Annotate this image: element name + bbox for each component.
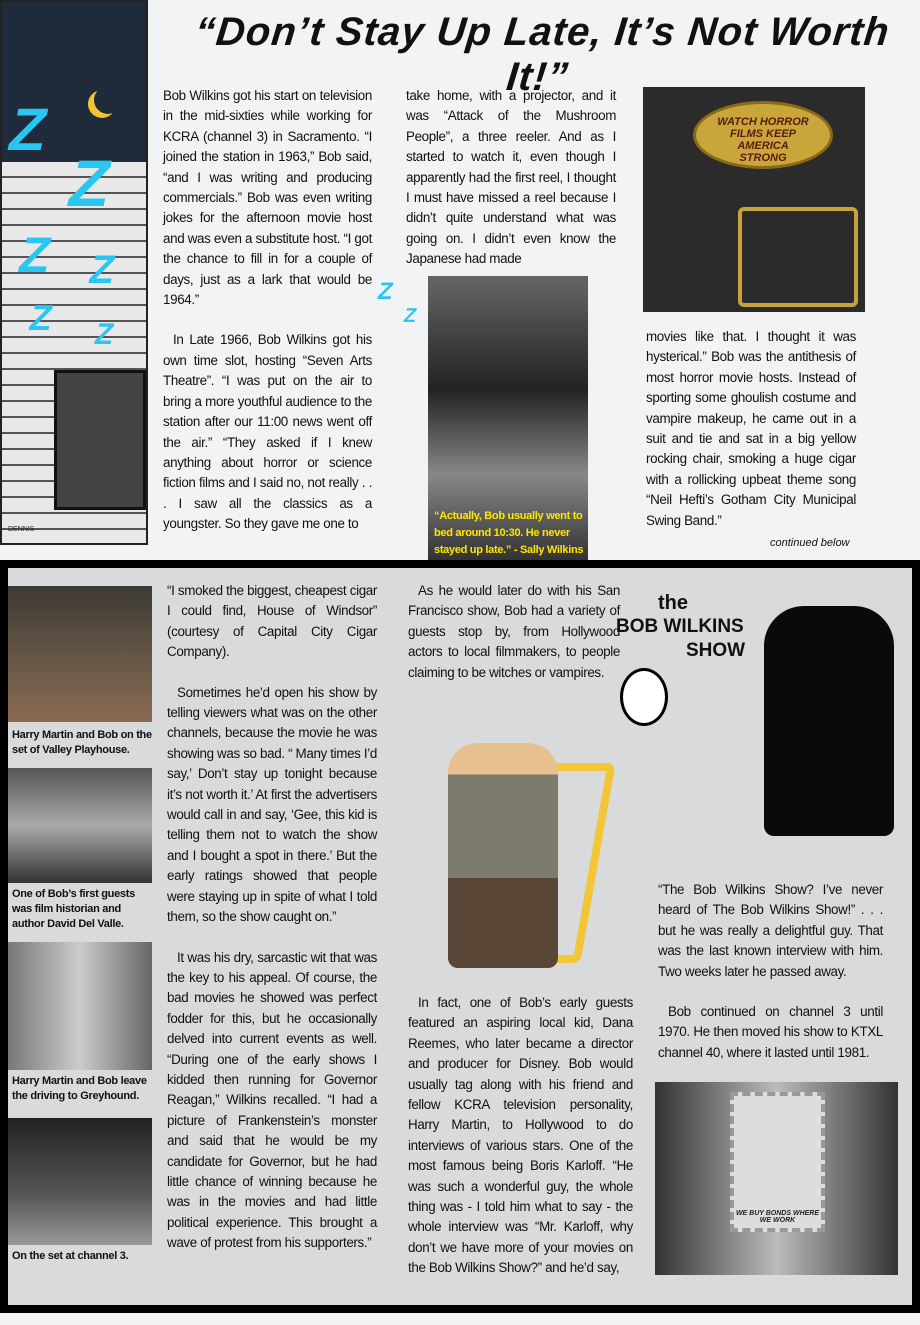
z-letter: Z (62, 146, 119, 220)
photo-caption: On the set at channel 3. (12, 1250, 129, 1262)
z-letter: Z (85, 248, 120, 292)
sign: WATCH HORROR FILMS KEEP AMERICA STRONG (693, 101, 833, 169)
article-column-c (658, 880, 883, 1063)
logo-the: the (658, 592, 688, 614)
rocking-chair (738, 207, 858, 307)
paragraph: Bob Wilkins got his start on television in the mid-sixties while working for KCRA (channel 3) in Sacramento. “I joined the station in 1963,” Bob said, “and I was writing and producing commercials.” Bob was even writing jokes for the afternoon movie host and was even a substitute host. “I got the chance to fill in for a couple of days, just as a lark that would be 1964.” (163, 88, 372, 308)
channel-3-set-photo (8, 1118, 152, 1245)
article-column-a (167, 581, 377, 1254)
logo-show: SHOW (686, 640, 746, 661)
paragraph: In fact, one of Bob’s early guests featured an aspiring local kid, Dana Reemes, who later became a director and producer for Disney. Bob would usually tag along with his friend and fellow KCRA television personality, Harry Martin, to Hollywood to do interviews of various stars. One of the most famous being Boris Karloff. “He was such a wonderful guy, the whole thing was - I told him what to say - the whole interview was “Mr. Karloff, why don’t we have more of your movies on the Bob Wilkins Show?” and he’d say, (408, 995, 633, 1276)
cartoon-head (620, 668, 668, 726)
sleeping-bob-photo (428, 276, 588, 560)
photo-caption: “Actually, Bob usually went to bed around 10:30. He never stayed up late.” - Sally Wilkins (434, 510, 584, 556)
z-letter: Z (91, 318, 117, 351)
bottom-section (0, 560, 920, 1313)
article-column-1 (163, 86, 372, 535)
photo-caption: One of Bob’s first guests was film historian and author David Del Valle. (12, 888, 135, 930)
artist-signature: DENNIS (8, 526, 35, 533)
paragraph: In Late 1966, Bob Wilkins got his own time slot, hosting “Seven Arts Theatre”. “I was put on the air to bring a more youthful audience to the station after our 11:00 news went off the air.” “They asked if I knew anything about horror or science fiction films and I said no, not really . . . I saw all the classics as a youngster. So they gave me one to (163, 332, 372, 532)
z-letter: Z (401, 305, 419, 327)
bob-figure (448, 743, 558, 968)
del-valle-photo (8, 768, 152, 883)
headless-suit-silhouette (764, 606, 894, 836)
moon-icon (94, 86, 122, 114)
article-column-b1 (408, 581, 620, 683)
paragraph: “I smoked the biggest, cheapest cigar I could find, House of Windsor” (courtesy of Capital City Cigar Company). (167, 583, 377, 660)
bonds-sign: WE BUY BONDS WHERE WE WORK (735, 1210, 820, 1224)
continued-note: continued below (770, 537, 850, 549)
bonds-set-photo (655, 1082, 898, 1275)
paragraph: movies like that. I thought it was hysterical.” Bob was the antithesis of most horror movie hosts. Instead of sporting some ghoulish costume and vampire makeup, he came out in a suit and tie and sat in a big yellow rocking chair, smoking a huge cigar with a rollicking upbeat theme song “Neil Hefti’s Gotham City Municipal Swing Band.” (646, 329, 856, 528)
z-letter: Z (2, 96, 54, 163)
bottom-panel (8, 568, 912, 1305)
tv-window (54, 370, 146, 510)
photo-caption: Harry Martin and Bob on the set of Valley Playhouse. (12, 729, 152, 756)
rocking-chair-bob-image (408, 733, 608, 978)
show-logo (612, 588, 902, 838)
paragraph: Bob continued on channel 3 until 1970. He then moved his show to KTXL channel 40, where it lasted until 1981. (658, 1004, 883, 1060)
article-column-2 (406, 86, 616, 270)
horror-films-sign-photo (643, 87, 865, 312)
z-letter: Z (14, 227, 57, 283)
page-title: “Don’t Stay Up Late, It’s Not Worth It!” (192, 10, 892, 99)
paragraph: It was his dry, sarcastic wit that was the key to his appeal. Of course, the bad movies he showed was perfect fodder for this, but he occasionally delved into current events as well. “During one of the early shows I kidded then running for Governor Reagan,” Wilkins recalled. “I had a picture of Frankenstein’s monster and said that he would be my candidate for Governor, but he had little chance of winning because he was in the movies and had little political experience. This brought a wave of protest from his supporters.” (167, 949, 377, 1251)
z-letter: Z (25, 297, 57, 338)
z-letter: Z (375, 278, 396, 305)
article-column-b2 (408, 993, 633, 1279)
paragraph: As he would later do with his San Francisco show, Bob had a variety of guests stop by, from Hollywood actors to local filmmakers, to people claiming to be witches or vampires. (408, 583, 620, 680)
logo-name: BOB WILKINS (616, 616, 744, 637)
paragraph: “The Bob Wilkins Show? I’ve never heard of The Bob Wilkins Show!” . . . but he was really a delightful guy. That was the last known interview with him. Two weeks later he passed away. (658, 882, 883, 979)
photo-caption: Harry Martin and Bob leave the driving to Greyhound. (12, 1075, 147, 1102)
paragraph: Sometimes he’d open his show by telling viewers what was on the other channels, because the movie he was showing was so bad. “ Many times I’d say,’ Don’t stay up tonight because it’s not worth it.’ At first the advertisers would call in and say, ‘Gee, this kid is telling them not to watch the show and I bought a spot in there.’ But the early ratings showed that people were staying up in spite of what I told them, so the show caught on.” (167, 684, 377, 925)
valley-playhouse-photo (8, 586, 152, 722)
greyhound-photo (8, 942, 152, 1070)
article-column-3 (646, 327, 856, 531)
paragraph: take home, with a projector, and it was “Attack of the Mushroom People”, a three reeler. And as I started to watch it, even though I apparently had the first reel, I thought I must have missed a reel because I didn’t quite understand what was going on. I didn’t even know the Japanese had made (406, 88, 616, 267)
